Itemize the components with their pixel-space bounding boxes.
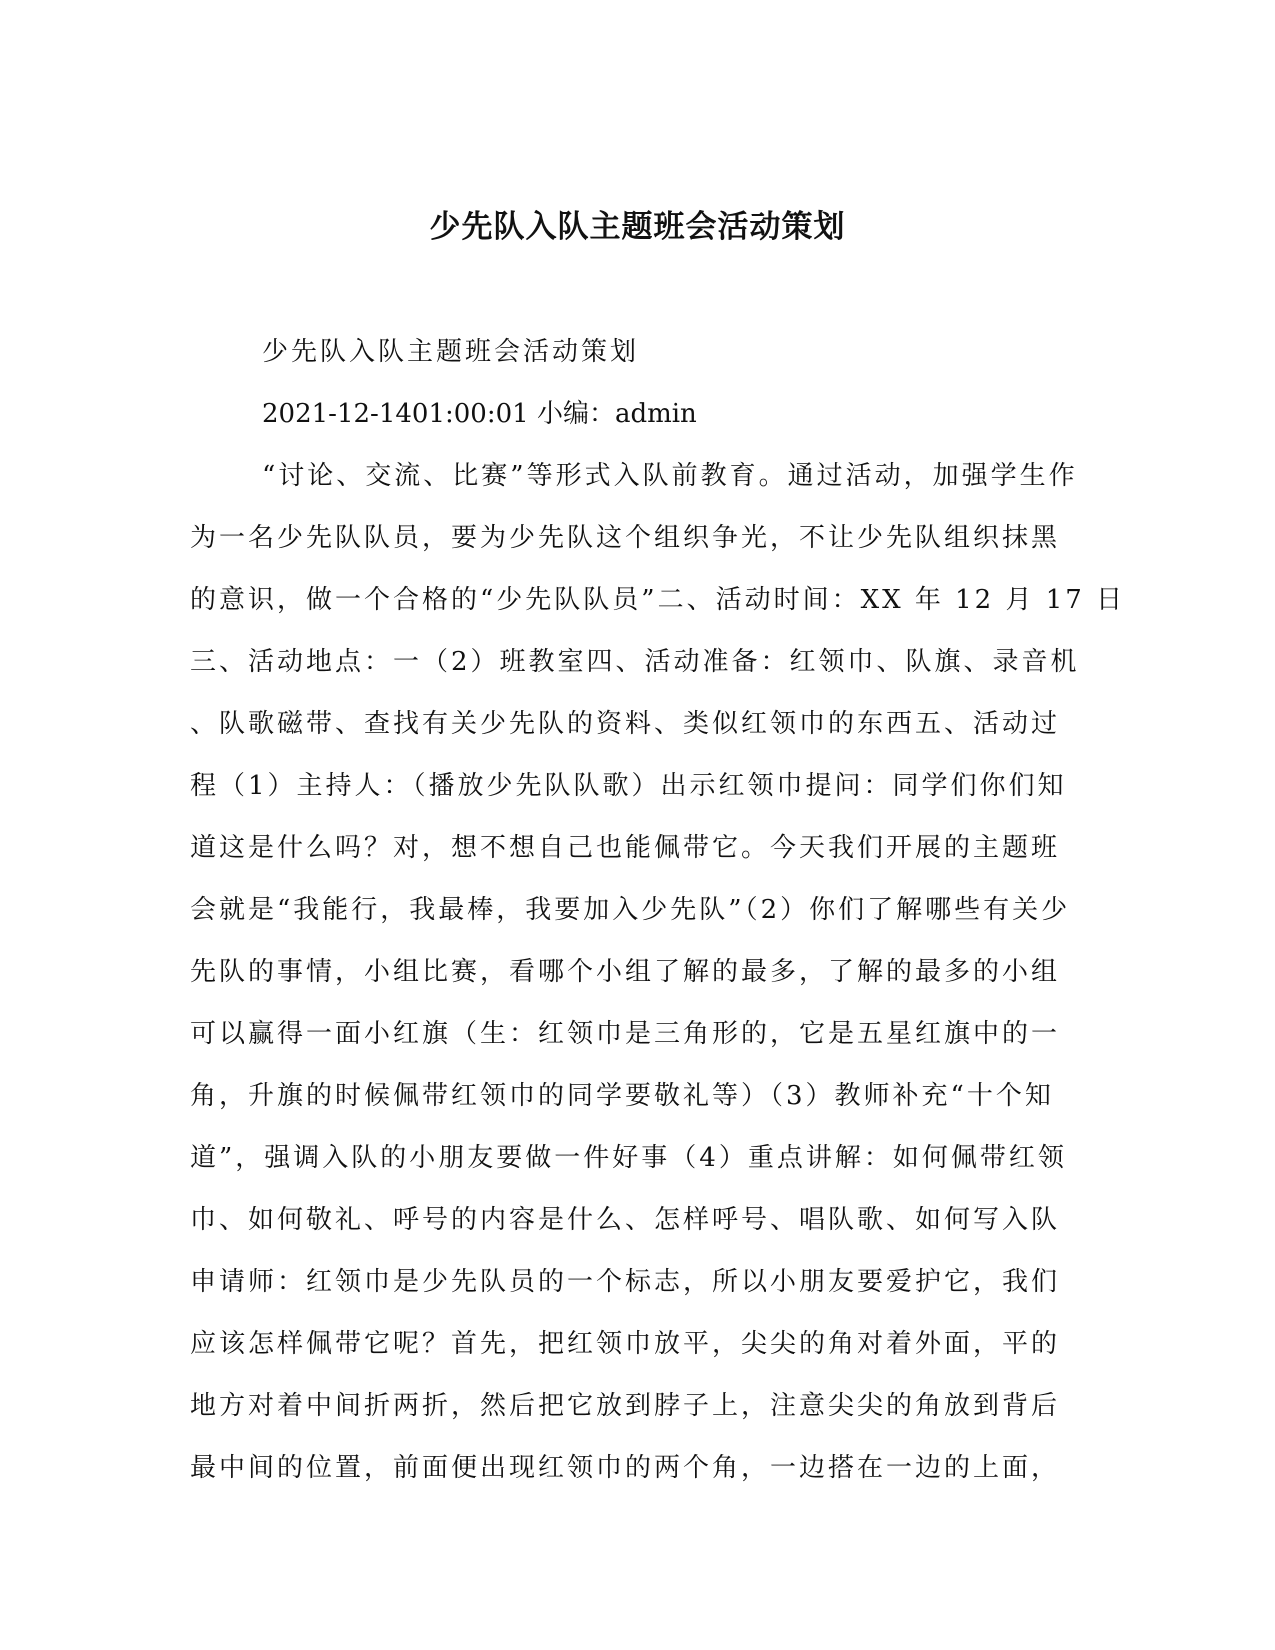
body-line: 可以赢得一面小红旗（生：红领巾是三角形的，它是五星红旗中的一	[190, 1019, 1061, 1049]
body-line: 三、活动地点：一（2）班教室四、活动准备：红领巾、队旗、录音机	[190, 647, 1080, 677]
body-line: 为一名少先队队员，要为少先队这个组织争光，不让少先队组织抹黑	[190, 523, 1061, 553]
body-line: 道这是什么吗？对，想不想自己也能佩带它。今天我们开展的主题班	[190, 833, 1061, 863]
body-line: 程（1）主持人：（播放少先队队歌）出示红领巾提问：同学们你们知	[190, 771, 1067, 801]
document-body	[190, 456, 1126, 1510]
document-subtitle: 少先队入队主题班会活动策划	[262, 337, 640, 367]
body-line: 地方对着中间折两折，然后把它放到脖子上，注意尖尖的角放到背后	[190, 1391, 1061, 1421]
document-title: 少先队入队主题班会活动策划	[429, 209, 846, 245]
body-line: 会就是“我能行，我最棒，我要加入少先队”（2）你们了解哪些有关少	[190, 895, 1071, 925]
document-meta: 2021-12-1401:00:01 小编：admin	[262, 399, 697, 429]
body-line: 申请师：红领巾是少先队员的一个标志，所以小朋友要爱护它，我们	[190, 1267, 1061, 1297]
body-line: 应该怎样佩带它呢？首先，把红领巾放平，尖尖的角对着外面，平的	[190, 1329, 1061, 1359]
body-line: 的意识，做一个合格的“少先队队员”二、活动时间：XX 年 12 月 17 日	[190, 585, 1126, 615]
body-line: 巾、如何敬礼、呼号的内容是什么、怎样呼号、唱队歌、如何写入队	[190, 1205, 1061, 1235]
body-line: 道”，强调入队的小朋友要做一件好事（4）重点讲解：如何佩带红领	[190, 1143, 1067, 1173]
body-line: 角，升旗的时候佩带红领巾的同学要敬礼等）（3）教师补充“十个知	[190, 1081, 1054, 1111]
body-line: “讨论、交流、比赛”等形式入队前教育。通过活动，加强学生作	[262, 461, 1078, 491]
body-line: 、队歌磁带、查找有关少先队的资料、类似红领巾的东西五、活动过	[190, 709, 1061, 739]
body-line: 先队的事情，小组比赛，看哪个小组了解的最多，了解的最多的小组	[190, 957, 1061, 987]
body-line: 最中间的位置，前面便出现红领巾的两个角，一边搭在一边的上面，	[190, 1453, 1061, 1483]
